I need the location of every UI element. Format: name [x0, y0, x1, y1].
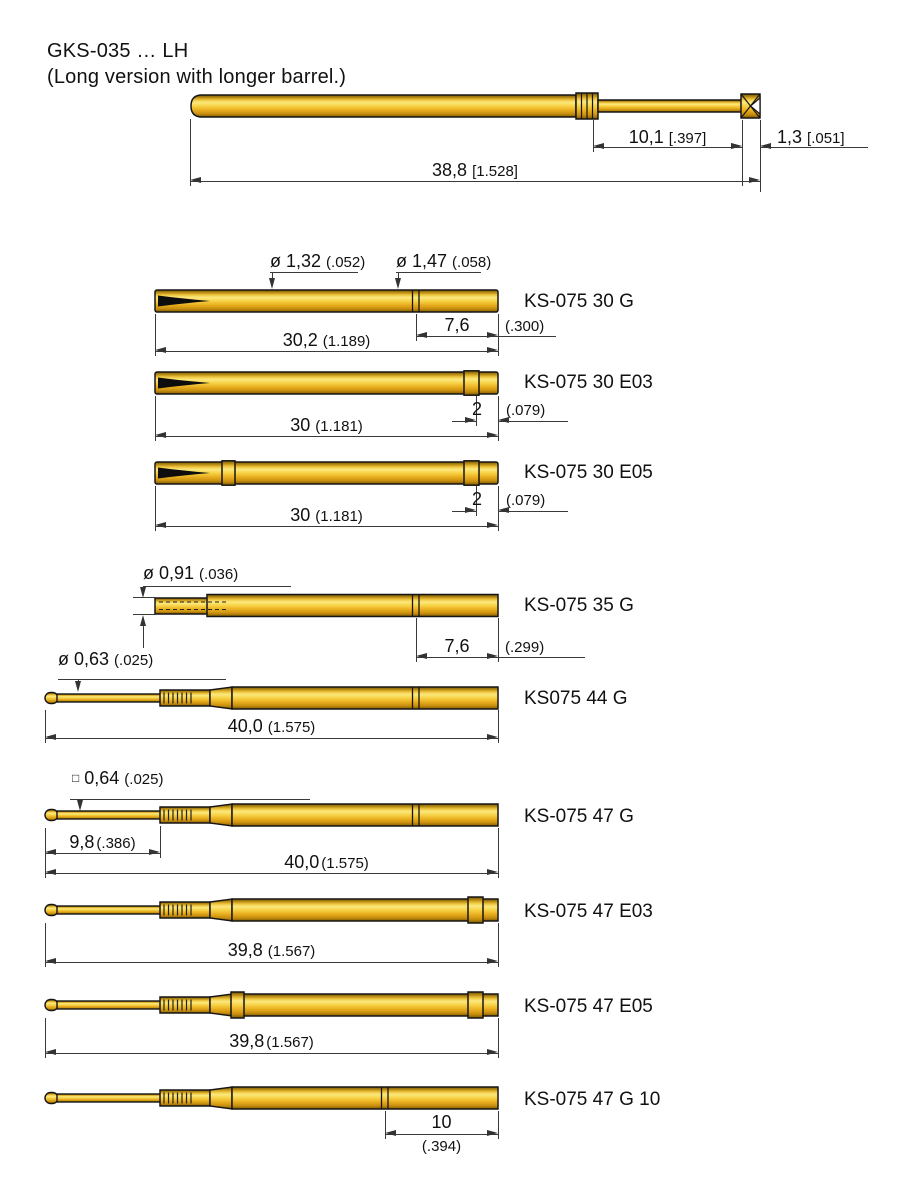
- dim-total: 30 (1.181): [290, 505, 363, 525]
- probe-label: KS-075 30 E03: [524, 372, 653, 393]
- probe-label: KS-075 30 E05: [524, 462, 653, 483]
- dim-line: [190, 181, 760, 182]
- arrowhead: [140, 615, 146, 626]
- probe-drawing-ks075-44-g: [43, 684, 503, 712]
- probe-drawing-ks-075-30-e05: [153, 460, 501, 486]
- dim-tip: 1,3 [.051]: [777, 127, 845, 147]
- leader-line: [270, 272, 358, 273]
- probe-label: KS-075 47 G: [524, 806, 634, 827]
- dim-line: [45, 853, 160, 854]
- dim-line: [155, 351, 498, 352]
- dim-line: [45, 738, 498, 739]
- dim-plunger: 10,1 [.397]: [628, 127, 707, 147]
- arrowhead: [731, 143, 742, 149]
- probe-label: KS-075 30 G: [524, 291, 634, 312]
- dia-label: ø 0,63 (.025): [58, 649, 154, 669]
- dim-sub: 2: [471, 489, 482, 509]
- dim-sub-inch: (.079): [506, 402, 546, 419]
- leader-line: [143, 624, 144, 648]
- dim-total: 40,0 (1.575): [227, 716, 316, 736]
- dia-label: ø 1,32 (.052): [270, 251, 366, 271]
- ext-line: [498, 923, 499, 967]
- ext-line: [133, 614, 155, 615]
- probe-drawing-overview: [185, 88, 765, 124]
- dim-sub: 10: [431, 1112, 452, 1132]
- ext-line: [498, 1111, 499, 1139]
- dim-sub: 2: [471, 399, 482, 419]
- probe-drawing-ks-075-47-g: [43, 801, 503, 829]
- probe-label: KS075 44 G: [524, 688, 628, 709]
- dim-sub: 7,6: [444, 636, 470, 656]
- dim-total: 30 (1.181): [290, 415, 363, 435]
- dim-line: [45, 1053, 498, 1054]
- dim-sub-inch: (.079): [506, 492, 546, 509]
- dim-line: [385, 1134, 498, 1135]
- ext-line: [133, 597, 155, 598]
- dim-total: 38,8 [1.528]: [432, 160, 518, 180]
- ext-line: [498, 710, 499, 743]
- ext-line: [498, 1018, 499, 1058]
- dim-sub-inch: (.300): [505, 318, 545, 335]
- probe-drawing-ks-075-35-g: [153, 592, 501, 618]
- dim-sub-inch: (.299): [505, 639, 545, 656]
- dim-total: 39,8 (1.567): [227, 940, 316, 960]
- probe-drawing-ks-075-30-e03: [153, 370, 501, 396]
- probe-label: KS-075 47 G 10: [524, 1089, 661, 1110]
- leader-line: [58, 679, 226, 680]
- ext-line: [498, 828, 499, 878]
- dim-line: [416, 657, 585, 658]
- ext-line: [498, 618, 499, 662]
- probe-drawing-ks-075-47-e05: [43, 991, 503, 1019]
- dim-total: 40,0 (1.575): [284, 852, 369, 872]
- dim-line: [155, 526, 498, 527]
- dim-sub: 7,6: [444, 315, 470, 335]
- arrowhead: [45, 869, 56, 875]
- dim-total: 39,8 (1.567): [229, 1031, 314, 1051]
- dim-line: [45, 873, 498, 874]
- dia-label: ø 1,47 (.058): [396, 251, 492, 271]
- leader-line: [396, 272, 481, 273]
- probe-label: KS-075 47 E05: [524, 996, 653, 1017]
- probe-drawing-ks-075-47-g-10: [43, 1084, 503, 1112]
- probe-drawing-ks-075-30-g: [153, 288, 501, 314]
- ext-line: [760, 120, 761, 192]
- dim-sub-inch: (.394): [421, 1138, 462, 1155]
- arrowhead: [760, 143, 771, 149]
- dim-line: [45, 962, 498, 963]
- dia-label: □ 0,64 (.025): [72, 768, 164, 788]
- dia-label: ø 0,91 (.036): [143, 563, 239, 583]
- page-subtitle: (Long version with longer barrel.): [47, 66, 347, 88]
- dim-line: [155, 436, 498, 437]
- dim-total: 30,2 (1.189): [282, 330, 371, 350]
- page-title: GKS-035 … LH: [47, 40, 189, 62]
- probe-label: KS-075 47 E03: [524, 901, 653, 922]
- probe-label: KS-075 35 G: [524, 595, 634, 616]
- probe-drawing-ks-075-47-e03: [43, 896, 503, 924]
- ext-line: [498, 314, 499, 356]
- leader-line: [143, 586, 291, 587]
- dim-tip: 9,8 (.386): [69, 832, 136, 852]
